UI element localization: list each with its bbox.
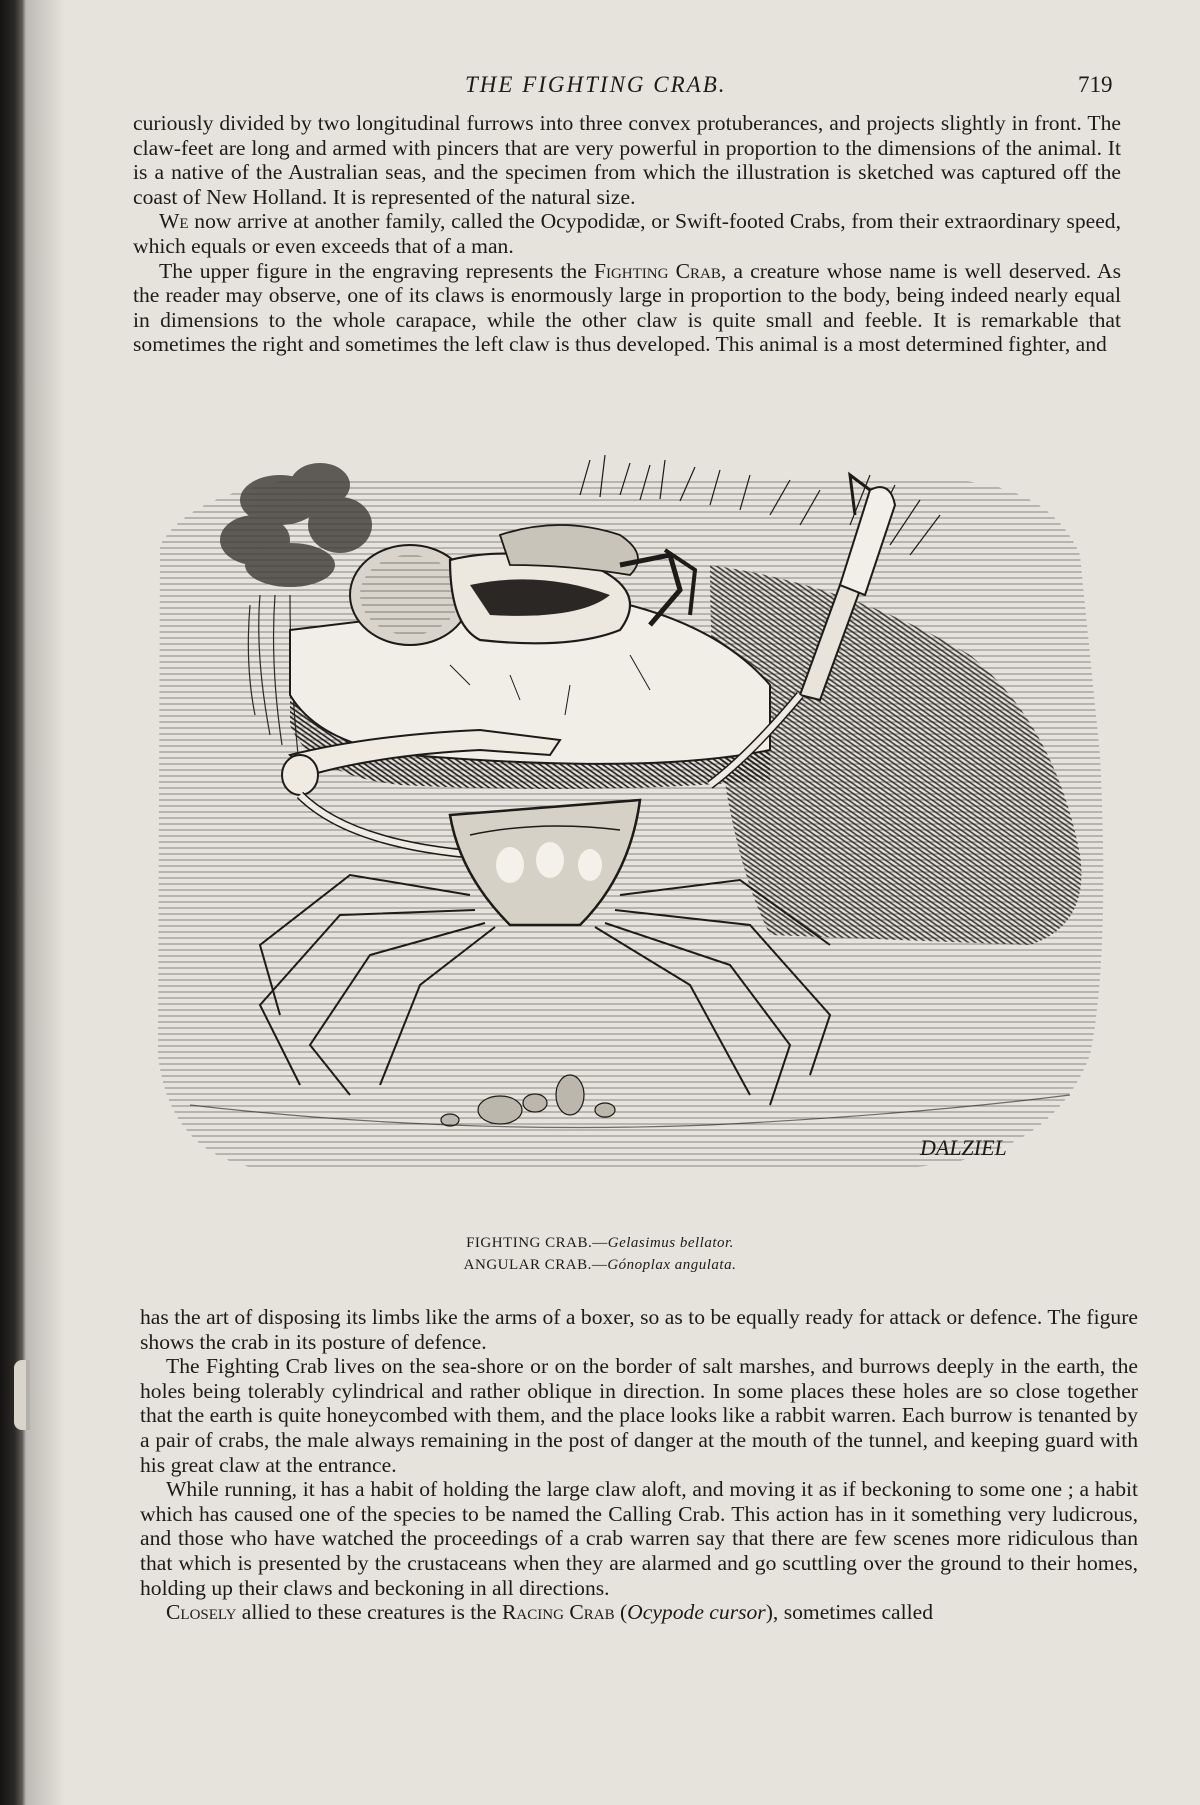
- paragraph-text: , a creature whose name is well deserved. As the reader may observe, one of its claws is enormously large in proportion to the body, being indeed nearly equal in dimensions to the whole carapace, while the other claw is quite small and feeble. It is remarkable that sometimes the right and sometimes the left claw is thus developed. This animal is a most determined fighter, and: [133, 258, 1121, 357]
- paragraph-racing-crab: [140, 1600, 1138, 1625]
- caption-scientific-name: Gónoplax angulata.: [607, 1257, 737, 1273]
- caption-angular-crab: [0, 1254, 1200, 1276]
- engraver-signature: DALZIEL: [920, 1135, 1007, 1160]
- scientific-name: Ocypode cursor: [627, 1600, 766, 1625]
- page-number: 719: [1078, 72, 1113, 97]
- bottom-text-block: [140, 1305, 1138, 1625]
- crab-engraving: [150, 455, 1110, 1215]
- caption-fighting-crab: [0, 1232, 1200, 1254]
- species-name: Fighting Crab: [593, 258, 721, 283]
- paragraph-calling-crab: While running, it has a habit of holding the large claw aloft, and moving it as if beckoning to some one ; a habit which has caused one of the species to be named the Calling Crab. This action has in it something very ludicrous, and those who have watched the proceedings of a crab warren say that there are few scenes more ridiculous than that which is presented by the crustaceans when they are alarmed and go scuttling over the ground to their homes, holding up their claws and beckoning in all directions.: [140, 1477, 1138, 1600]
- caption-scientific-name: Gelasimus bellator.: [607, 1235, 734, 1251]
- paragraph-text: allied to these creatures is the: [236, 1600, 503, 1625]
- paragraph-text: (: [614, 1600, 628, 1625]
- lead-word: Closely: [166, 1600, 237, 1625]
- paragraph-ocypodidae: [133, 209, 1121, 258]
- paragraph-text: The upper figure in the engraving represents the: [159, 258, 594, 283]
- paragraph-boxer-posture: has the art of disposing its limbs like the arms of a boxer, so as to be equally ready for attack or defence. The figure shows the crab in its posture of defence.: [140, 1305, 1138, 1354]
- caption-common-name: FIGHTING CRAB.—: [466, 1235, 608, 1251]
- paragraph-fighting-crab-intro: [133, 259, 1121, 357]
- paragraph-text: ), sometimes called: [765, 1600, 934, 1625]
- paragraph-burrows: The Fighting Crab lives on the sea-shore or on the border of salt marshes, and burrows deeply in the earth, the holes being tolerably cylindrical and rather oblique in direction. In some places these holes are so close together that the earth is quite honeycombed with them, and the place looks like a rabbit warren. Each burrow is tenanted by a pair of crabs, the male always remaining in the post of danger at the mouth of the tunnel, and keeping guard with his great claw at the entrance.: [140, 1354, 1138, 1477]
- species-name: Racing Crab: [502, 1600, 615, 1625]
- top-text-block: [133, 111, 1121, 357]
- figure-captions: [0, 1232, 1200, 1276]
- lead-word: We: [159, 209, 189, 234]
- running-head: [0, 72, 1200, 106]
- caption-common-name: ANGULAR CRAB.—: [463, 1257, 608, 1273]
- paragraph-australian-crab: curiously divided by two longitudinal furrows into three convex protuberances, and projects slightly in front. The claw-feet are long and armed with pincers that are very powerful in proportion to the dimensions of the animal. It is a native of the Australian seas, and the specimen from which the illustration is sketched was captured off the coast of New Holland. It is represented of the natural size.: [133, 111, 1121, 209]
- page-title: THE FIGHTING CRAB.: [465, 72, 727, 97]
- page-gutter-shadow: [26, 0, 66, 1805]
- engraving-illustration: [150, 455, 1110, 1215]
- paragraph-text: now arrive at another family, called the Ocypodidæ, or Swift-footed Crabs, from their extraordinary speed, which equals or even exceeds that of a man.: [133, 209, 1121, 258]
- book-binding-edge: [0, 0, 26, 1805]
